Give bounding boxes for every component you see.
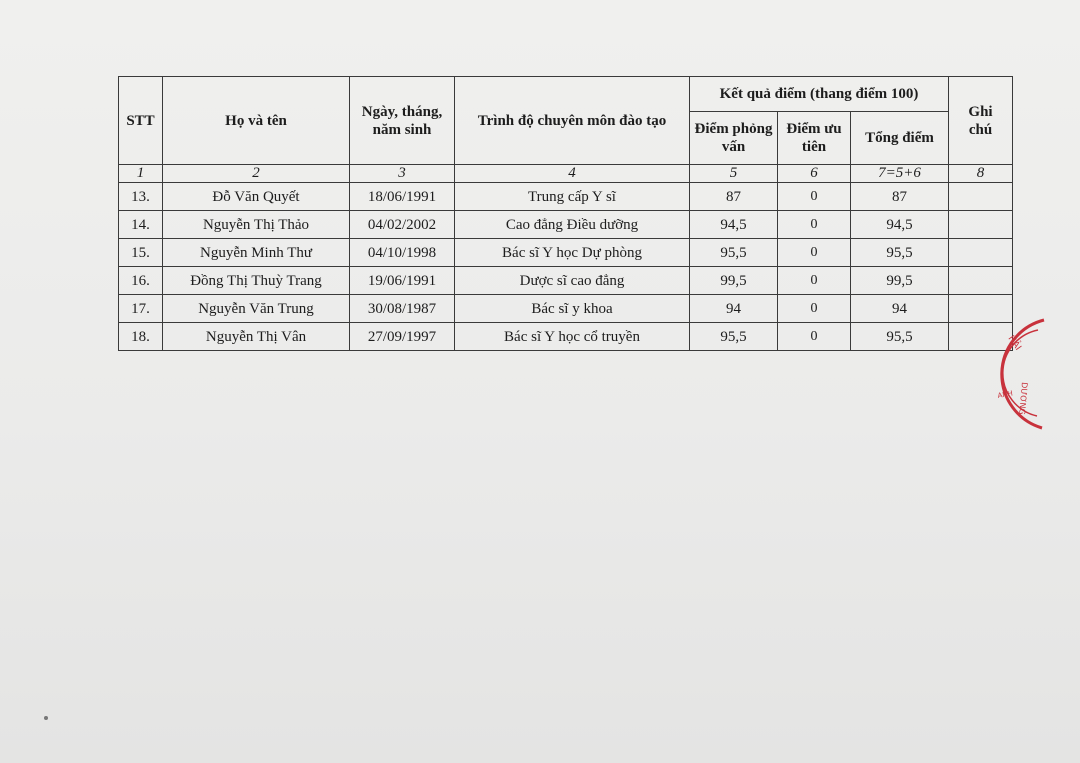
row-priority-score: 0 (778, 295, 851, 323)
row-dob: 30/08/1987 (350, 295, 455, 323)
row-name: Nguyễn Thị Vân (163, 323, 350, 351)
row-name: Nguyễn Văn Trung (163, 295, 350, 323)
row-total-score: 95,5 (851, 239, 949, 267)
column-number: 1 (119, 165, 163, 183)
row-stt: 16. (119, 267, 163, 295)
column-number: 4 (455, 165, 690, 183)
row-interview-score: 87 (690, 183, 778, 211)
row-total-score: 87 (851, 183, 949, 211)
official-seal (990, 312, 1070, 432)
row-qualification: Bác sĩ Y học cổ truyền (455, 323, 690, 351)
column-number: 8 (949, 165, 1013, 183)
row-qualification: Cao đẳng Điều dưỡng (455, 211, 690, 239)
row-dob: 04/02/2002 (350, 211, 455, 239)
seal-text-fragment: HẢI (1005, 333, 1023, 353)
row-total-score: 99,5 (851, 267, 949, 295)
header-ket-qua: Kết quả điểm (thang điểm 100) (690, 77, 949, 112)
row-interview-score: 95,5 (690, 323, 778, 351)
row-note (949, 267, 1013, 295)
row-name: Đồng Thị Thuỳ Trang (163, 267, 350, 295)
row-total-score: 95,5 (851, 323, 949, 351)
row-priority-score: 0 (778, 239, 851, 267)
table-row (119, 183, 1013, 211)
row-qualification: Trung cấp Y sĩ (455, 183, 690, 211)
row-name: Đỗ Văn Quyết (163, 183, 350, 211)
seal-graphic (990, 312, 1070, 432)
row-priority-score: 0 (778, 267, 851, 295)
row-priority-score: 0 (778, 323, 851, 351)
row-note (949, 183, 1013, 211)
row-note (949, 239, 1013, 267)
row-interview-score: 95,5 (690, 239, 778, 267)
row-name: Nguyễn Thị Thảo (163, 211, 350, 239)
row-dob: 19/06/1991 (350, 267, 455, 295)
row-dob: 27/09/1997 (350, 323, 455, 351)
column-number-row (119, 165, 1013, 183)
column-number: 6 (778, 165, 851, 183)
table-row (119, 211, 1013, 239)
row-stt: 17. (119, 295, 163, 323)
row-priority-score: 0 (778, 211, 851, 239)
row-qualification: Dược sĩ cao đẳng (455, 267, 690, 295)
row-dob: 04/10/1998 (350, 239, 455, 267)
column-number: 2 (163, 165, 350, 183)
seal-text-fragment: ANH (996, 389, 1014, 400)
header-ngay-sinh: Ngày, tháng, năm sinh (350, 77, 455, 165)
row-total-score: 94,5 (851, 211, 949, 239)
header-trinh-do: Trình độ chuyên môn đào tạo (455, 77, 690, 165)
row-stt: 15. (119, 239, 163, 267)
row-stt: 14. (119, 211, 163, 239)
row-qualification: Bác sĩ y khoa (455, 295, 690, 323)
header-tong-diem: Tổng điểm (851, 112, 949, 165)
header-diem-uu-tien: Điểm ưu tiên (778, 112, 851, 165)
row-note (949, 211, 1013, 239)
table-row (119, 267, 1013, 295)
row-stt: 13. (119, 183, 163, 211)
header-ho-va-ten: Họ và tên (163, 77, 350, 165)
results-table (118, 76, 1013, 351)
seal-text-fragment: DƯƠNG (1017, 381, 1029, 416)
row-dob: 18/06/1991 (350, 183, 455, 211)
row-stt: 18. (119, 323, 163, 351)
row-interview-score: 94,5 (690, 211, 778, 239)
paper-speck (44, 716, 48, 720)
row-qualification: Bác sĩ Y học Dự phòng (455, 239, 690, 267)
row-interview-score: 99,5 (690, 267, 778, 295)
row-total-score: 94 (851, 295, 949, 323)
row-interview-score: 94 (690, 295, 778, 323)
table-row (119, 323, 1013, 351)
column-number: 5 (690, 165, 778, 183)
row-priority-score: 0 (778, 183, 851, 211)
row-name: Nguyễn Minh Thư (163, 239, 350, 267)
table-row (119, 295, 1013, 323)
column-number: 7=5+6 (851, 165, 949, 183)
header-stt: STT (119, 77, 163, 165)
header-diem-phong-van: Điểm phỏng vấn (690, 112, 778, 165)
header-ghi-chu: Ghi chú (949, 77, 1013, 165)
column-number: 3 (350, 165, 455, 183)
table-row (119, 239, 1013, 267)
